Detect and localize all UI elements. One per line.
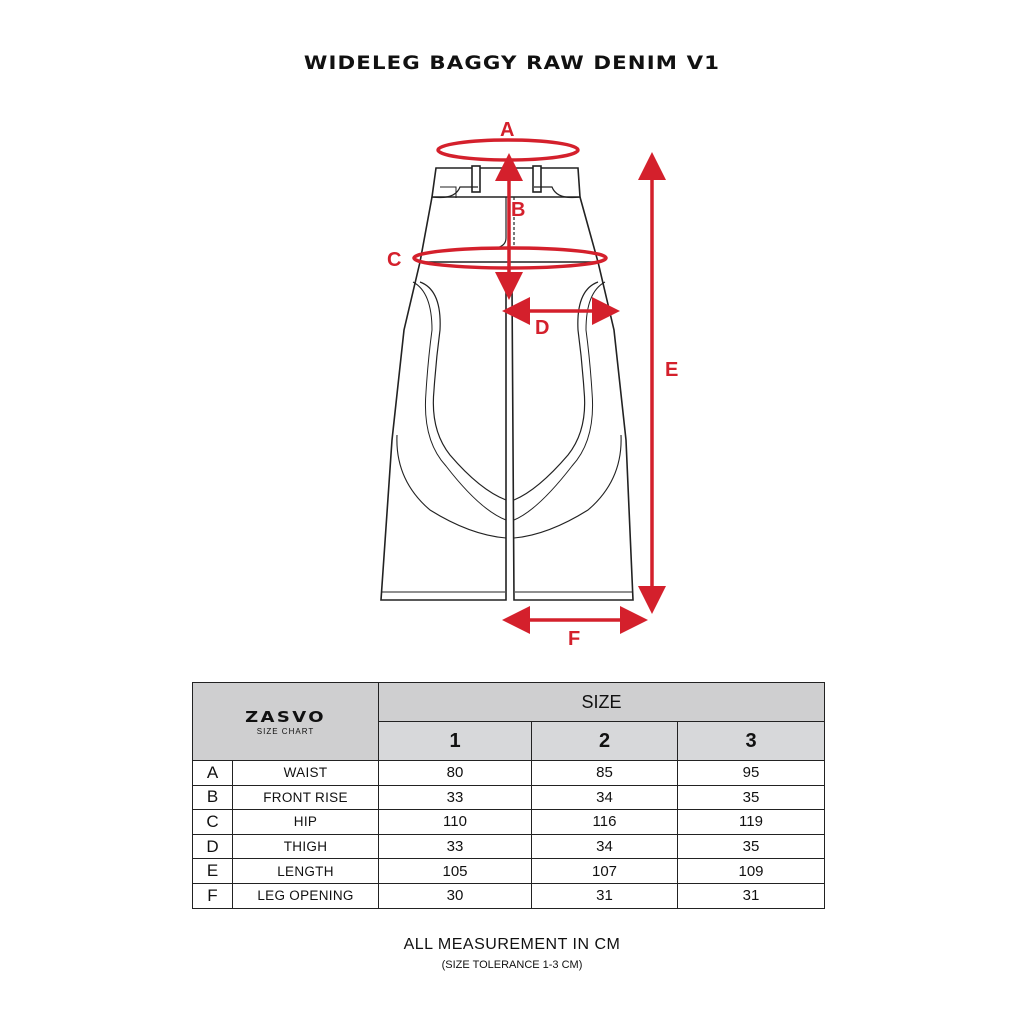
size-tolerance-note: (SIZE TOLERANCE 1-3 CM) [441, 959, 583, 971]
label-c: C [387, 249, 402, 271]
row-value: 116 [532, 810, 678, 835]
row-value: 31 [532, 883, 678, 908]
row-value: 33 [379, 785, 532, 810]
table-row [193, 810, 825, 835]
row-label: WAIST [233, 761, 379, 786]
row-value: 107 [532, 859, 678, 884]
label-d: D [535, 317, 550, 339]
row-value: 119 [678, 810, 825, 835]
row-label: HIP [233, 810, 379, 835]
jeans-outline [381, 166, 633, 600]
brand-cell [193, 683, 379, 761]
row-value: 30 [379, 883, 532, 908]
row-letter: E [193, 859, 233, 884]
size-chart-table [192, 682, 825, 909]
size-3-header: 3 [678, 722, 825, 761]
label-a: A [500, 119, 515, 141]
brand-logo: ZASVO [245, 707, 326, 726]
label-e: E [665, 359, 679, 381]
row-value: 34 [532, 834, 678, 859]
row-value: 34 [532, 785, 678, 810]
row-value: 95 [678, 761, 825, 786]
label-f: F [568, 628, 581, 650]
waist-measure-ellipse [438, 140, 578, 160]
table-row [193, 785, 825, 810]
table-row [193, 834, 825, 859]
size-1-header: 1 [379, 722, 532, 761]
row-letter: F [193, 883, 233, 908]
size-2-header: 2 [532, 722, 678, 761]
row-value: 105 [379, 859, 532, 884]
row-letter: A [193, 761, 233, 786]
row-label: THIGH [233, 834, 379, 859]
measurement-marks [414, 140, 652, 620]
row-label: FRONT RISE [233, 785, 379, 810]
label-b: B [511, 199, 526, 221]
table-row [193, 761, 825, 786]
table-row [193, 859, 825, 884]
row-value: 109 [678, 859, 825, 884]
page-title: WIDELEG BAGGY RAW DENIM V1 [303, 52, 721, 74]
row-value: 33 [379, 834, 532, 859]
row-letter: D [193, 834, 233, 859]
size-header: SIZE [379, 683, 825, 722]
measurement-unit-note: ALL MEASUREMENT IN CM [403, 936, 621, 953]
row-label: LENGTH [233, 859, 379, 884]
table-row [193, 883, 825, 908]
row-letter: C [193, 810, 233, 835]
row-value: 35 [678, 834, 825, 859]
row-label: LEG OPENING [233, 883, 379, 908]
row-value: 35 [678, 785, 825, 810]
row-value: 80 [379, 761, 532, 786]
brand-subtitle: SIZE CHART [256, 726, 315, 736]
row-value: 110 [379, 810, 532, 835]
row-value: 31 [678, 883, 825, 908]
row-value: 85 [532, 761, 678, 786]
row-letter: B [193, 785, 233, 810]
